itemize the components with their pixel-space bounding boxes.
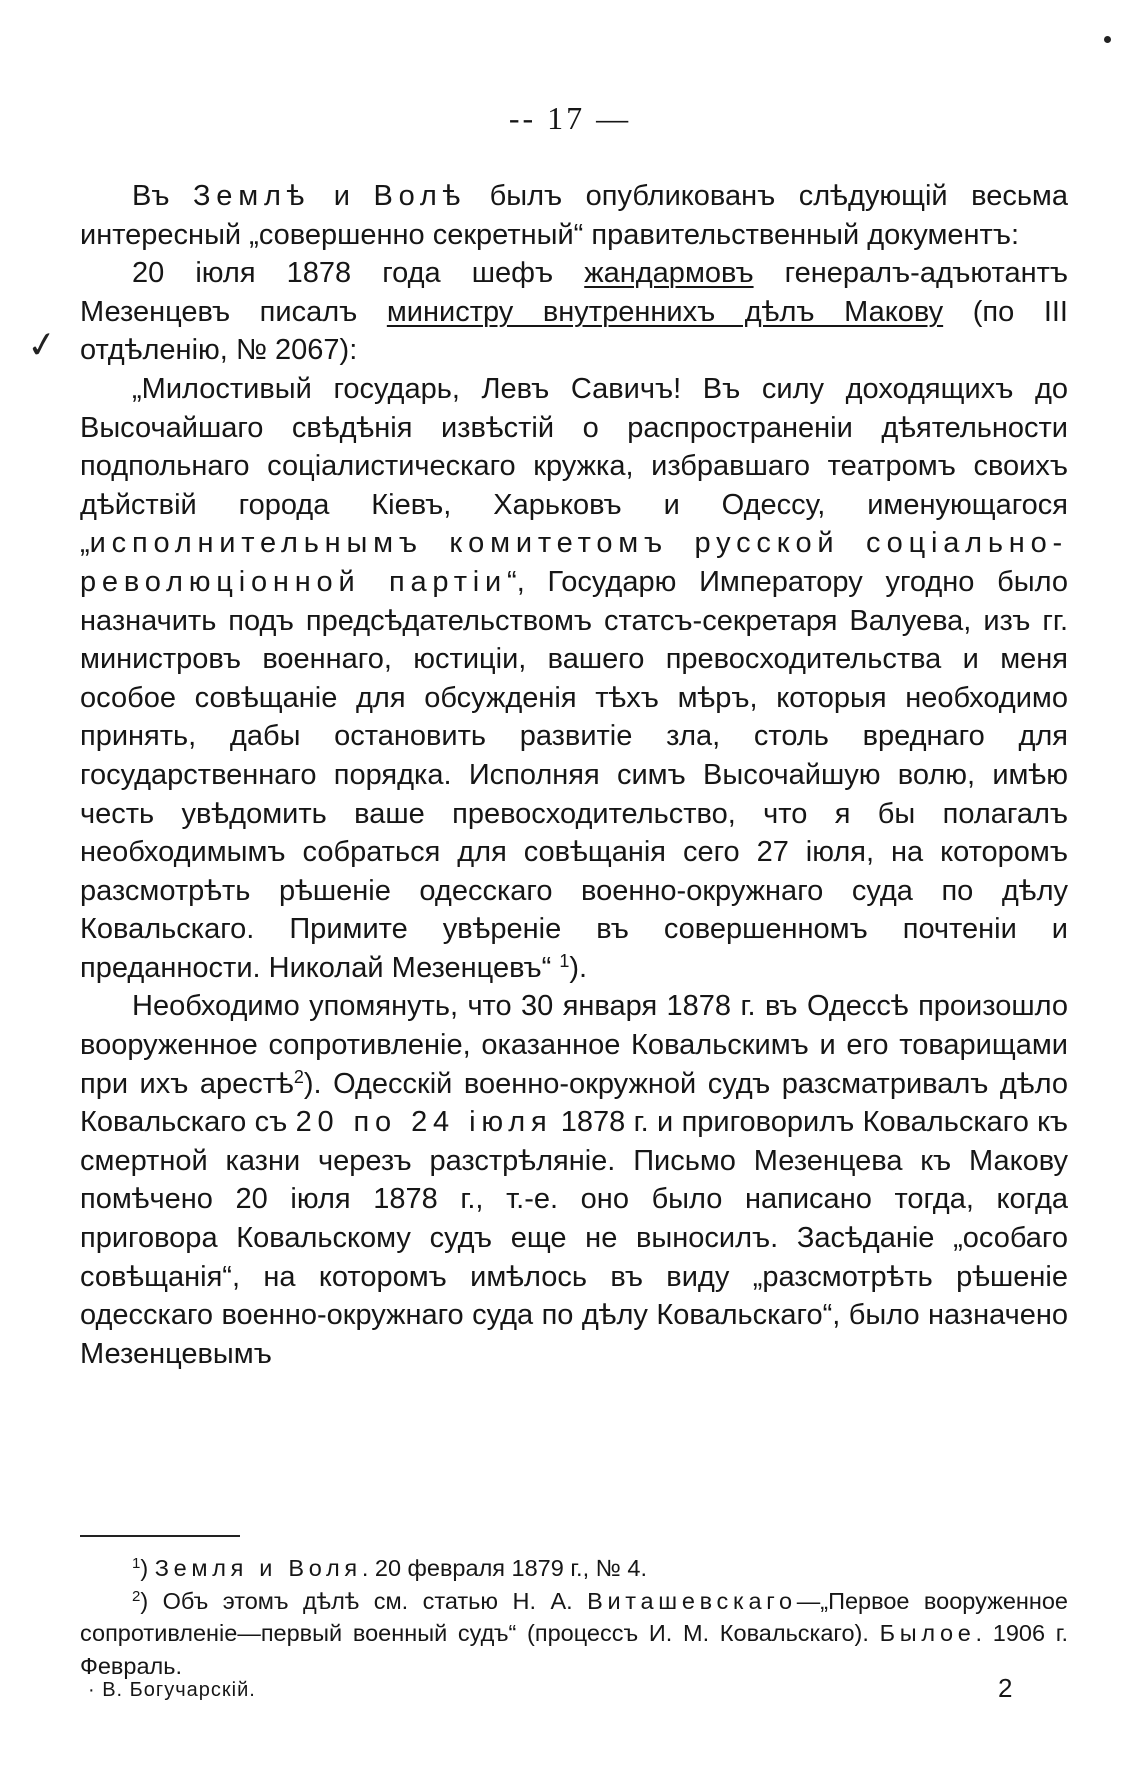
sheet-number: 2 [998,1673,1013,1703]
paragraph-commentary: Необходимо упомянуть, что 30 января 1878 г. въ Одессѣ произошло вооруженное сопротивленіе, оказанное Ковальскимъ и его товарищами при ихъ арестѣ$^2$). Одесскій военно-окружной судъ разсматривалъ дѣло Ковальскаго съ 20 по 24 іюля 1878 г. и приговорилъ Ковальскаго къ смертной казни черезъ разстрѣляніе. Письмо Мезенцева къ Макову помѣчено 20 іюля 1878 г., т.-е. оно было написано тогда, когда приговора Ковальскому судъ еще не выносилъ. Засѣданіе „особаго совѣщанія“, на которомъ имѣлось въ виду „разсмотрѣть рѣшеніе одесскаго военно-окружнаго суда по дѣлу Ковальскаго“, было назначено Мезенцевымъ [80,990,1068,1370]
margin-check-mark-icon: ✓ [24,323,60,368]
body-text [80,177,1068,1373]
paragraph-letter-quote: „Милостивый государь, Левъ Савичъ! Въ силу доходящихъ до Высочайшаго свѣдѣнія извѣстій о распространеніи дѣятельности подпольнаго соціалистическаго кружка, избравшаго театромъ своихъ дѣйствій города Кіевъ, Харьковъ и Одессу, именующагося „исполнительнымъ комитетомъ русской соціально-революціонной партіи“, Государю Императору угодно было назначить подъ предсѣдательствомъ статсъ-секретаря Валуева, изъ гг. министровъ военнаго, юстиціи, вашего превосходительства и меня особое совѣщаніе для обсужденія тѣхъ мѣръ, которыя необходимо принять, дабы остановить развитіе зла, столь вреднаго для государственнаго порядка. Исполняя симъ Высочайшую волю, имѣю честь увѣдомить ваше превосходительство, что я бы полагалъ необходимымъ собраться для совѣщанія сего 27 іюля, на которомъ разсмотрѣть рѣшеніе одесскаго военно-окружнаго суда по дѣлу Ковальскаго. Примите увѣреніе въ совершенномъ почтеніи и преданности. Николай Мезенцевъ“ $^1$). [80,372,1069,984]
footnote-1: $^1$) Земля и Воля. 20 февраля 1879 г., № 4. [132,1555,647,1581]
underlined-phrase: министру внутреннихъ дѣлъ Макову [386,295,944,328]
footnotes [80,1552,1068,1682]
paragraph-dated-letter: 20 іюля 1878 года шефъ жандармовъ генералъ-адъютантъ Мезенцевъ писалъ министру внутреннихъ дѣлъ Макову (по III отдѣленію, № 2067): [80,257,1068,367]
footnote-divider [80,1535,240,1537]
footnote-ref-1: 1 [559,950,570,971]
footnote-ref-2: 2 [293,1066,304,1087]
underlined-phrase: жандармовъ [584,257,754,290]
paragraph-intro: Въ Землѣ и Волѣ былъ опубликованъ слѣдующій весьма интересный „совершенно секретный“ правительственный документъ: [80,180,1068,251]
signature-mark: · В. Богучарскій. [88,1679,256,1701]
page-number: -- 17 — [508,100,632,136]
footnote-2: $^2$) Объ этомъ дѣлѣ см. статью Н. А. Виташевскаго—„Первое вооруженное сопротивленіе—первый военный судъ“ (процессъ И. М. Ковальскаго). Былое. 1906 г. Февраль. [80,1587,1068,1679]
stray-ink-dot [1104,36,1111,43]
